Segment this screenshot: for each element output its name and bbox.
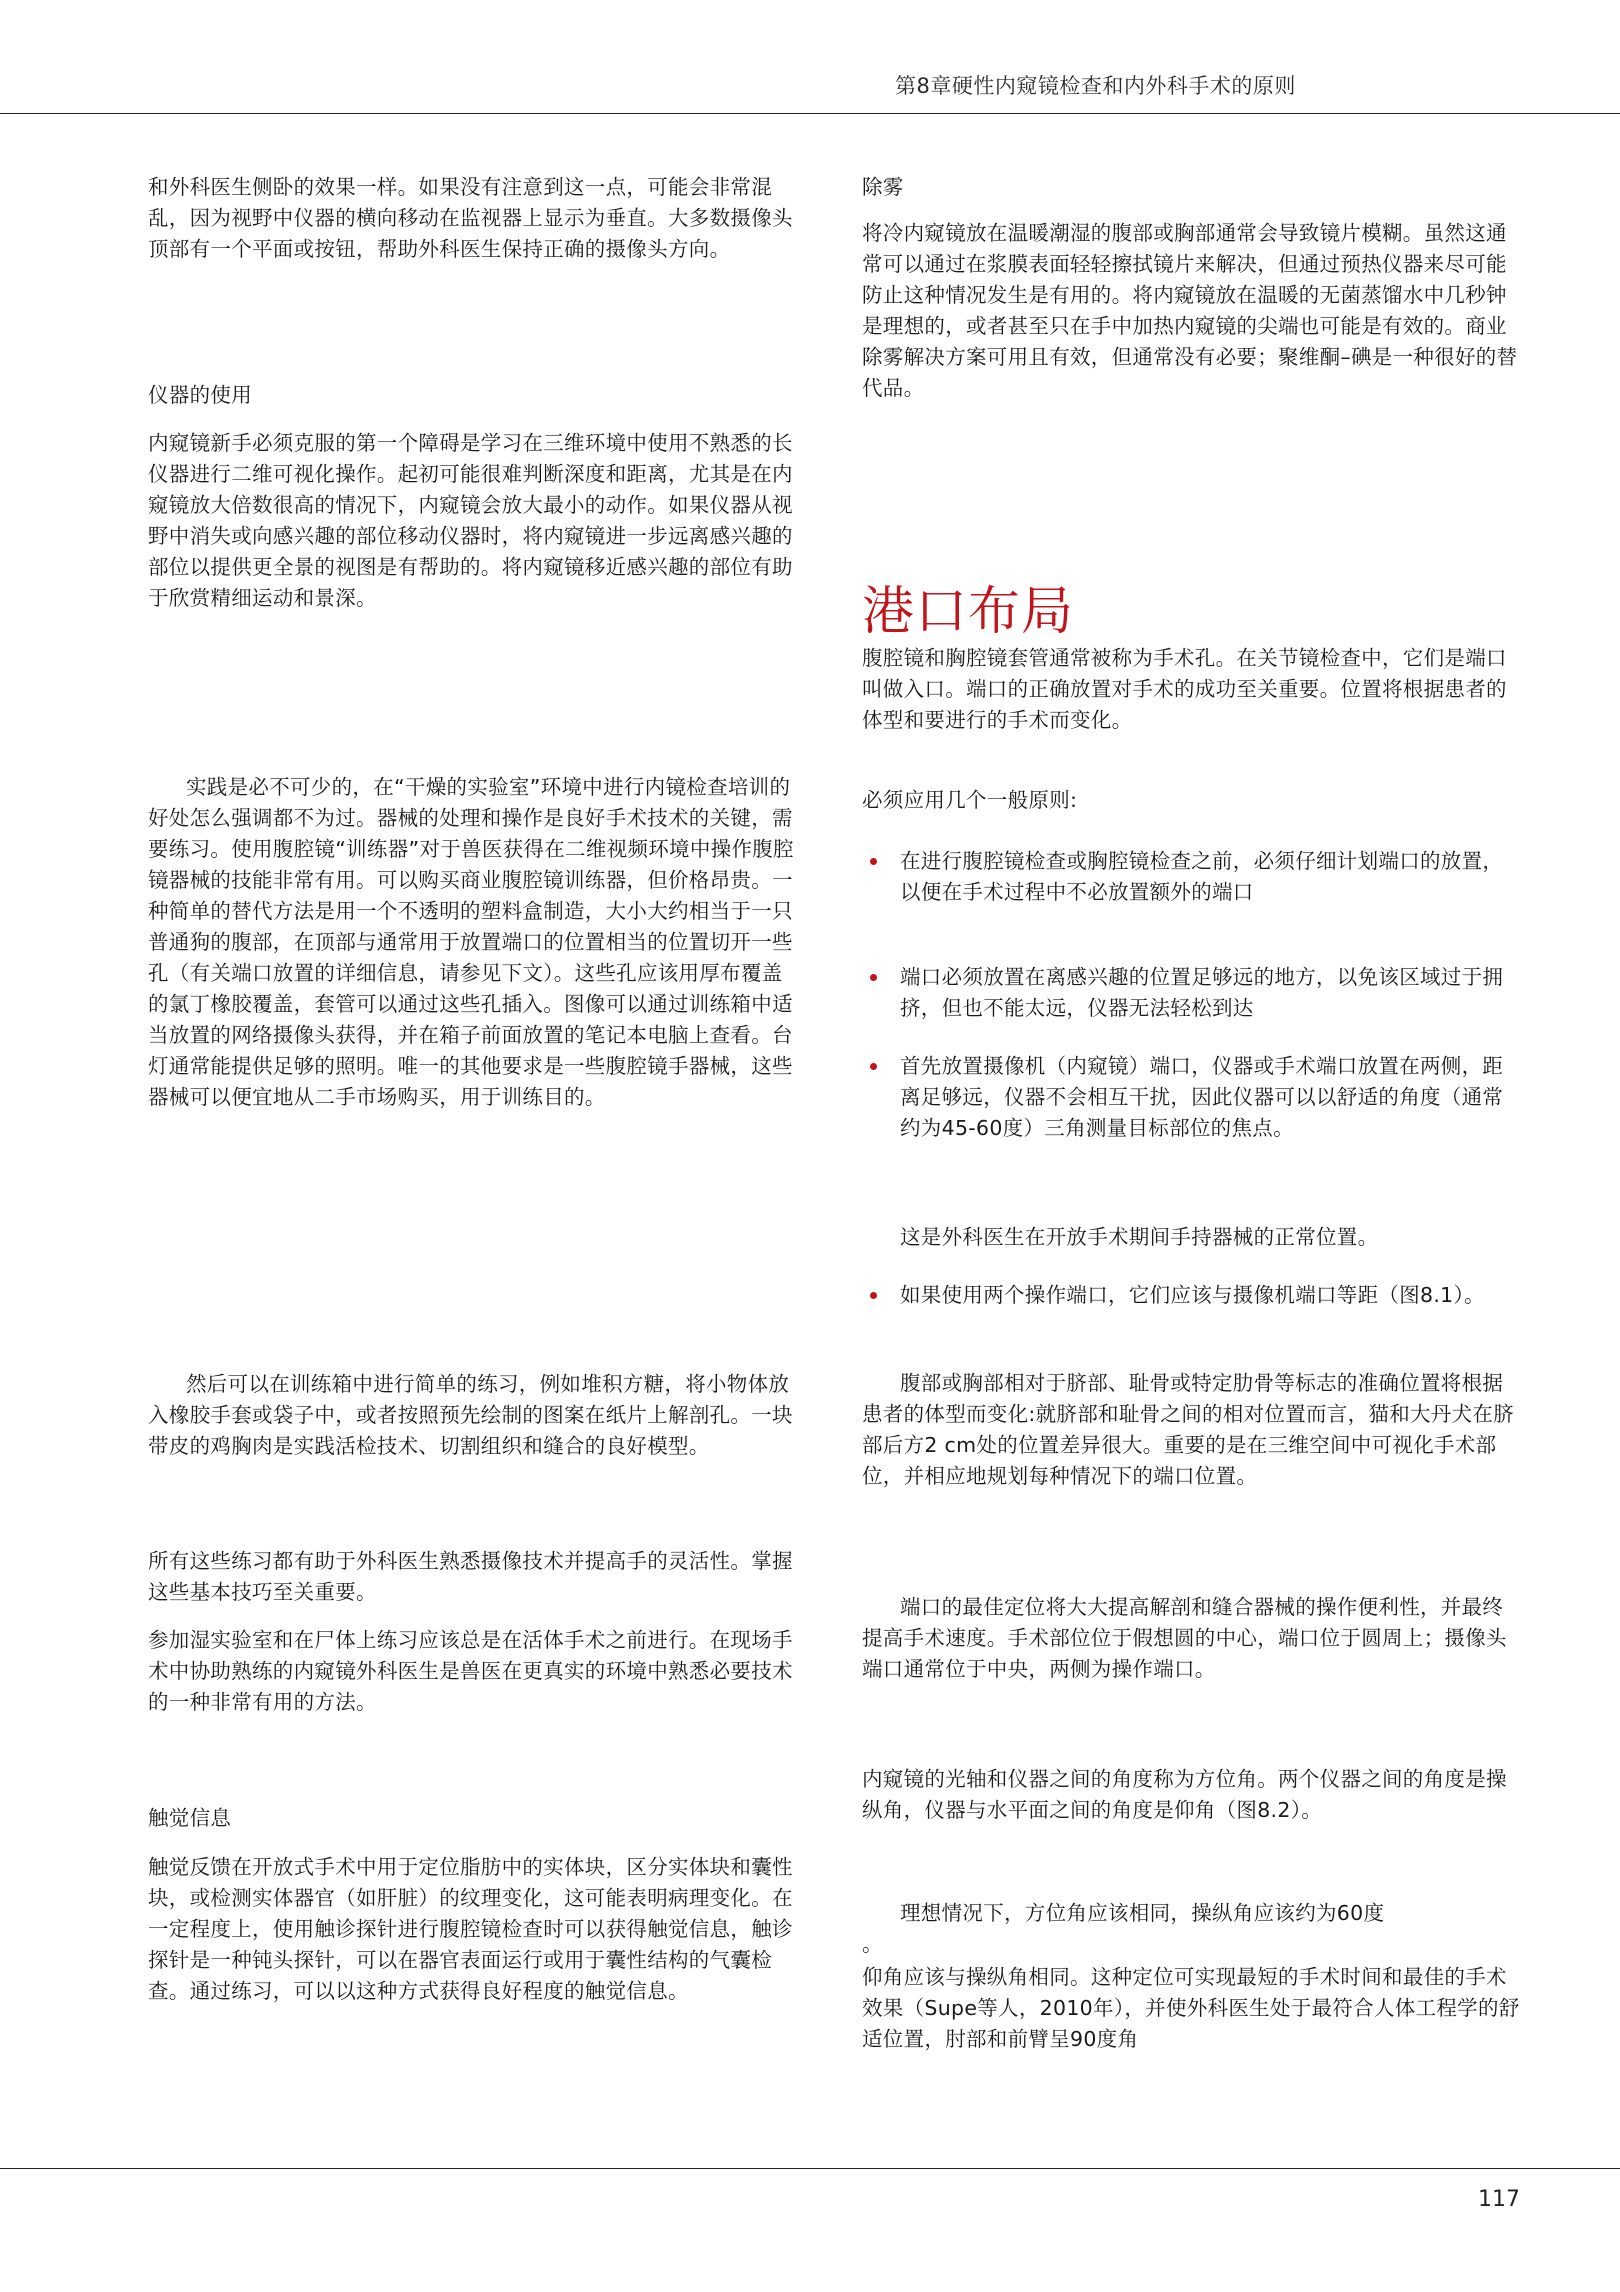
list-item-text: 端口必须放置在离感兴趣的位置足够远的地方，以免该区域过于拥挤，但也不能太远，仪器无法轻松到达	[900, 965, 1504, 1020]
list-item	[862, 1280, 1504, 1311]
paragraph	[862, 785, 1518, 816]
list-item	[862, 1051, 1504, 1144]
body-text: 和外科医生侧卧的效果一样。如果没有注意到这一点，可能会非常混乱，因为视野中仪器的横向移动在监视器上显示为垂直。大多数摄像头顶部有一个平面或按钮，帮助外科医生保持正确的摄像头方向。	[148, 175, 793, 261]
body-text: 端口的最佳定位将大大提高解剖和缝合器械的操作便利性，并最终提高手术速度。手术部位位于假想圆的中心，端口位于圆周上；摄像头端口通常位于中央，两侧为操作端口。	[862, 1595, 1507, 1681]
list-item	[862, 846, 1504, 908]
body-text: 触觉反馈在开放式手术中用于定位脂肪中的实体块，区分实体块和囊性块，或检测实体器官（如肝脏）的纹理变化，这可能表明病理变化。在一定程度上，使用触诊探针进行腹腔镜检查时可以获得触觉信息，触诊探针是一种钝头探针，可以在器官表面运行或用于囊性结构的气囊检查。通过练习，可以以这种方式获得良好程度的触觉信息。	[148, 1855, 793, 2003]
body-text: 实践是必不可少的，在“干燥的实验室”环境中进行内镜检查培训的好处怎么强调都不为过。器械的处理和操作是良好手术技术的关键，需要练习。使用腹腔镜“训练器”对于兽医获得在二维视频环境中操作腹腔镜器械的技能非常有用。可以购买商业腹腔镜训练器，但价格昂贵。一种简单的替代方法是用一个不透明的塑料盒制造，大小大约相当于一只普通狗的腹部，在顶部与通常用于放置端口的位置相当的位置切开一些孔（有关端口放置的详细信息，请参见下文）。这些孔应该用厚布覆盖的氯丁橡胶覆盖，套管可以通过这些孔插入。图像可以通过训练箱中适当放置的网络摄像头获得，并在箱子前面放置的笔记本电脑上查看。台灯通常能提供足够的照明。唯一的其他要求是一些腹腔镜手器械，这些器械可以便宜地从二手市场购买，用于训练目的。	[148, 775, 794, 1109]
paragraph	[148, 1625, 800, 1718]
list-item-text: 如果使用两个操作端口，它们应该与摄像机端口等距（图8.1）。	[900, 1283, 1485, 1307]
paragraph	[862, 1592, 1522, 1685]
paragraph	[148, 172, 796, 265]
paragraph	[148, 1546, 796, 1608]
header-divider	[0, 113, 1620, 114]
paragraph	[862, 1368, 1522, 1492]
heading-defog: 除雾	[862, 175, 904, 199]
body-text: 必须应用几个一般原则:	[862, 788, 1078, 812]
body-text: 这是外科医生在开放手术期间手持器械的正常位置。	[900, 1225, 1379, 1249]
paragraph	[148, 772, 802, 1113]
paragraph	[862, 1962, 1522, 2055]
bullet-icon	[870, 858, 877, 865]
body-text: 参加湿实验室和在尸体上练习应该总是在活体手术之前进行。在现场手术中协助熟练的内窥镜外科医生是兽医在更真实的环境中熟悉必要技术的一种非常有用的方法。	[148, 1628, 793, 1714]
paragraph	[862, 218, 1518, 404]
principles-list	[862, 846, 1504, 908]
bullet-icon	[870, 1292, 877, 1299]
chapter-title: 第8章硬性内窥镜检查和内外科手术的原则	[895, 74, 1296, 98]
body-text: 腹部或胸部相对于脐部、耻骨或特定肋骨等标志的准确位置将根据患者的体型而变化:就脐部和耻骨之间的相对位置而言，猫和大丹犬在脐部后方2 cm处的位置差异很大。重要的是在三维空间中可视化手术部位，并相应地规划每种情况下的端口位置。	[862, 1371, 1515, 1488]
paragraph	[148, 1369, 796, 1462]
bullet-icon	[870, 974, 877, 981]
paragraph	[862, 1764, 1522, 1826]
section-heading-large	[862, 582, 1522, 642]
list-item	[862, 962, 1504, 1024]
body-text: 内窥镜的光轴和仪器之间的角度称为方位角。两个仪器之间的角度是操纵角，仪器与水平面之间的角度是仰角（图8.2）。	[862, 1767, 1507, 1822]
list-item-text: 在进行腹腔镜检查或胸腔镜检查之前，必须仔细计划端口的放置，以便在手术过程中不必放置额外的端口	[900, 849, 1504, 904]
principles-list	[862, 1280, 1504, 1311]
body-text: 仰角应该与操纵角相同。这种定位可实现最短的手术时间和最佳的手术效果（Supe等人，2010年），并使外科医生处于最符合人体工程学的舒适位置，肘部和前臂呈90度角	[862, 1965, 1520, 2051]
paragraph	[148, 428, 796, 614]
heading-tactile: 触觉信息	[148, 1806, 232, 1830]
section-heading	[862, 172, 1522, 203]
body-text: 将冷内窥镜放在温暖潮湿的腹部或胸部通常会导致镜片模糊。虽然这通常可以通过在浆膜表面轻轻擦拭镜片来解决，但通过预热仪器来尽可能防止这种情况发生是有用的。将内窥镜放在温暖的无菌蒸馏水中几秒钟是理想的，或者甚至只在手中加热内窥镜的尖端也可能是有效的。商业除雾解决方案可用且有效，但通常没有必要；聚维酮–碘是一种很好的替代品。	[862, 221, 1518, 400]
body-text: 腹腔镜和胸腔镜套管通常被称为手术孔。在关节镜检查中，它们是端口	[862, 646, 1507, 670]
paragraph	[862, 1898, 1522, 1960]
section-heading	[148, 1803, 796, 1834]
page-number: 117	[1478, 2187, 1520, 2212]
heading-ports: 港口布局	[862, 582, 1075, 642]
body-text: 叫做入口。端口的正确放置对手术的成功至关重要。位置将根据患者的体型和要进行的手术而变化。	[862, 677, 1507, 732]
footer-divider	[0, 2168, 1620, 2169]
body-text: 理想情况下，方位角应该相同，操纵角应该约为60度	[900, 1901, 1385, 1925]
list-item-text: 首先放置摄像机（内窥镜）端口，仪器或手术端口放置在两侧，距离足够远，仪器不会相互干扰，因此仪器可以以舒适的角度（通常约为45-60度）三角测量目标部位的焦点。	[900, 1054, 1504, 1140]
paragraph	[862, 643, 1518, 736]
body-text: 内窥镜新手必须克服的第一个障碍是学习在三维环境中使用不熟悉的长仪器进行二维可视化操作。起初可能很难判断深度和距离，尤其是在内窥镜放大倍数很高的情况下，内窥镜会放大最小的动作。如果仪器从视野中消失或向感兴趣的部位移动仪器时，将内窥镜进一步远离感兴趣的部位以提供更全景的视图是有帮助的。将内窥镜移近感兴趣的部位有助于欣赏精细运动和景深。	[148, 431, 793, 610]
paragraph	[900, 1222, 1520, 1253]
body-text: 所有这些练习都有助于外科医生熟悉摄像技术并提高手的灵活性。掌握这些基本技巧至关重要。	[148, 1549, 793, 1604]
body-text: 。	[862, 1932, 883, 1956]
body-text: 然后可以在训练箱中进行简单的练习，例如堆积方糖，将小物体放入橡胶手套或袋子中，或者按照预先绘制的图案在纸片上解剖孔。一块带皮的鸡胸肉是实践活检技术、切割组织和缝合的良好模型。	[148, 1372, 793, 1458]
bullet-icon	[870, 1063, 877, 1070]
principles-list	[862, 1051, 1504, 1144]
principles-list	[862, 962, 1504, 1024]
paragraph	[148, 1852, 796, 2007]
heading-instruments: 仪器的使用	[148, 383, 252, 407]
section-heading	[148, 380, 796, 411]
